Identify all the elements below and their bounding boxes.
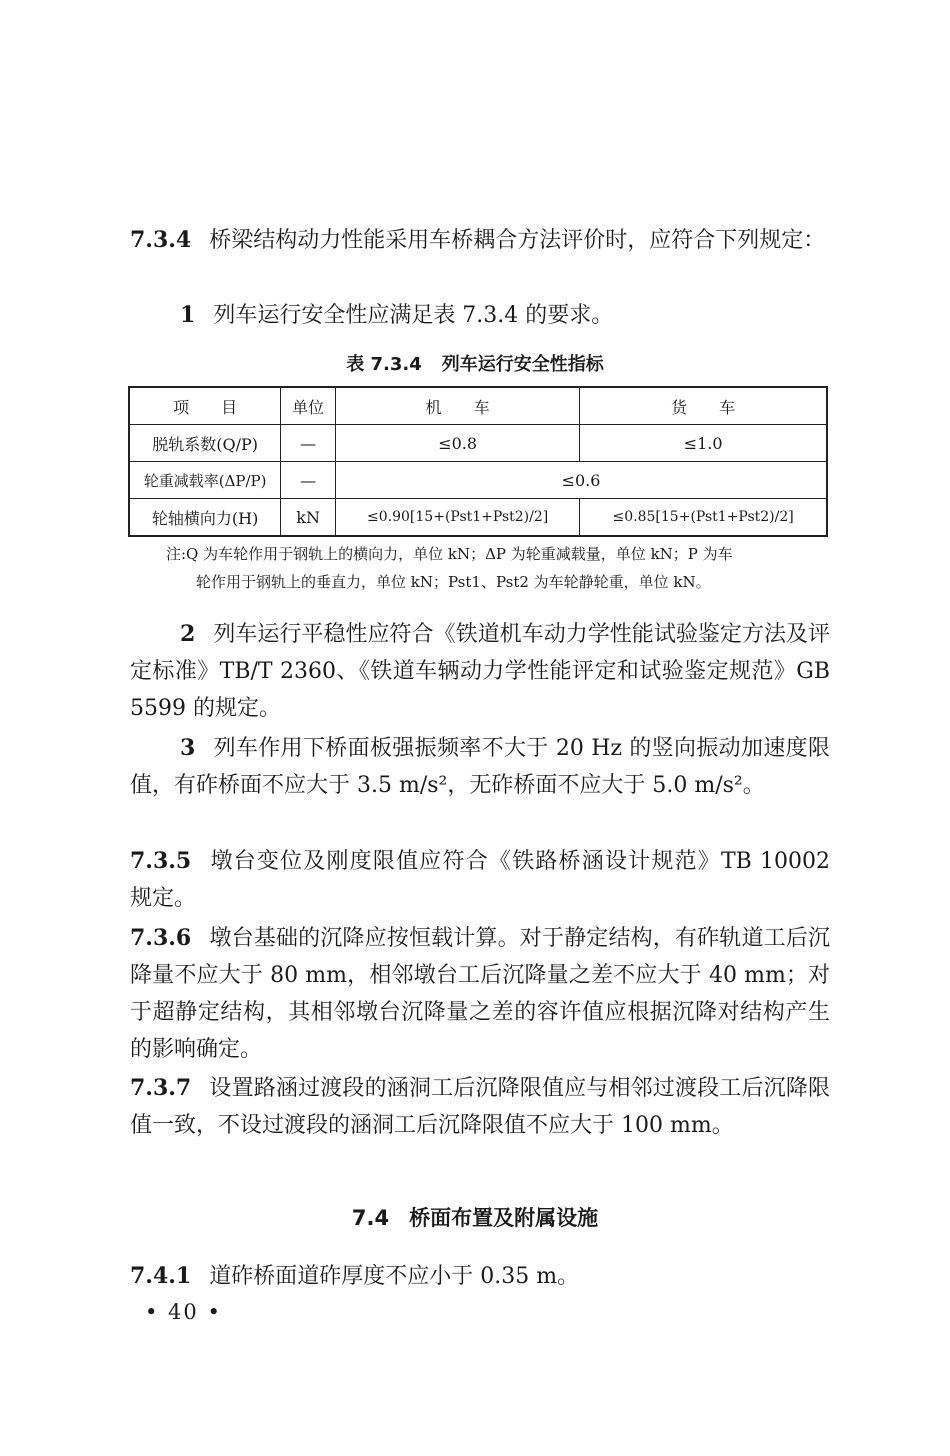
table-cell: ≤1.0 [580, 425, 827, 462]
item-text: 列车作用下桥面板强振频率不大于 20 Hz 的竖向振动加速度限值，有砟桥面不应大于 3.5 m/s²，无砟桥面不应大于 5.0 m/s²。 [130, 736, 830, 798]
clause-text: 道砟桥面道砟厚度不应小于 0.35 m。 [209, 1264, 580, 1289]
table-caption-number: 表 7.3.4 [346, 354, 422, 375]
header-item: 项 目 [129, 387, 281, 425]
table-cell: 轮轴横向力(H) [129, 499, 281, 537]
item-number: 3 [180, 735, 196, 761]
table-cell: kN [281, 499, 336, 537]
clause-item-3 [130, 730, 830, 804]
clause-number: 7.4.1 [130, 1263, 192, 1289]
section-title: 桥面布置及附属设施 [409, 1206, 599, 1230]
table-cell: 脱轨系数(Q/P) [129, 425, 281, 462]
section-number: 7.4 [351, 1206, 390, 1230]
clause-text: 墩台基础的沉降应按恒载计算。对于静定结构，有砟轨道工后沉降量不应大于 80 mm，相邻墩台工后沉降量之差不应大于 40 mm；对于超静定结构，其相邻墩台沉降量之差的容许值应根据沉降对结构产生的影响确定。 [130, 926, 830, 1062]
item-number: 2 [180, 621, 196, 647]
item-number: 1 [180, 302, 196, 328]
clause-number: 7.3.7 [130, 1075, 192, 1101]
table-cell: ≤0.90[15+(Pst1+Pst2)/2] [336, 499, 580, 537]
table-row [129, 425, 827, 462]
table-cell: ≤0.85[15+(Pst1+Pst2)/2] [580, 499, 827, 537]
clause-7-3-5 [130, 843, 830, 917]
header-unit: 单位 [281, 387, 336, 425]
item-text: 列车运行安全性应满足表 7.3.4 的要求。 [213, 303, 614, 328]
item-text: 列车运行平稳性应符合《铁道机车动力学性能试验鉴定方法及评定标准》TB/T 2360、《铁道车辆动力学性能评定和试验鉴定规范》GB 5599 的规定。 [130, 622, 830, 721]
clause-7-3-4 [130, 222, 830, 259]
header-locomotive: 机 车 [336, 387, 580, 425]
clause-item-2 [130, 616, 830, 727]
clause-number: 7.3.4 [130, 227, 192, 253]
header-freight-car: 货 车 [580, 387, 827, 425]
section-heading [0, 1202, 950, 1232]
clause-text: 设置路涵过渡段的涵洞工后沉降限值应与相邻过渡段工后沉降限值一致，不设过渡段的涵洞工后沉降限值不应大于 100 mm。 [130, 1076, 830, 1138]
page-number: • 40 • [145, 1300, 222, 1324]
clause-text: 墩台变位及刚度限值应符合《铁路桥涵设计规范》TB 10002 规定。 [130, 849, 830, 911]
clause-number: 7.3.5 [130, 848, 192, 874]
table-row [129, 499, 827, 537]
clause-text: 桥梁结构动力性能采用车桥耦合方法评价时，应符合下列规定： [209, 228, 826, 253]
table-caption [0, 350, 950, 376]
table-cell: 轮重减载率(ΔP/P) [129, 462, 281, 499]
table-cell: — [281, 425, 336, 462]
clause-7-3-6 [130, 920, 830, 1068]
table-note-line: 轮作用于钢轨上的垂直力，单位 kN；Pst1、Pst2 为车轮静轮重，单位 kN。 [196, 573, 711, 591]
clause-number: 7.3.6 [130, 925, 192, 951]
clause-7-4-1 [130, 1258, 830, 1295]
table-header-row [129, 387, 827, 425]
safety-index-table [128, 386, 828, 537]
table-cell: — [281, 462, 336, 499]
table-cell: ≤0.8 [336, 425, 580, 462]
clause-item-1 [130, 297, 830, 334]
table-note [166, 540, 836, 596]
table-row [129, 462, 827, 499]
table-cell: ≤0.6 [336, 462, 827, 499]
clause-7-3-7 [130, 1070, 830, 1144]
table-note-line: 注:Q 为车轮作用于钢轨上的横向力，单位 kN；ΔP 为轮重减载量，单位 kN；P 为车 [166, 545, 733, 563]
table-caption-title: 列车运行安全性指标 [441, 354, 604, 375]
